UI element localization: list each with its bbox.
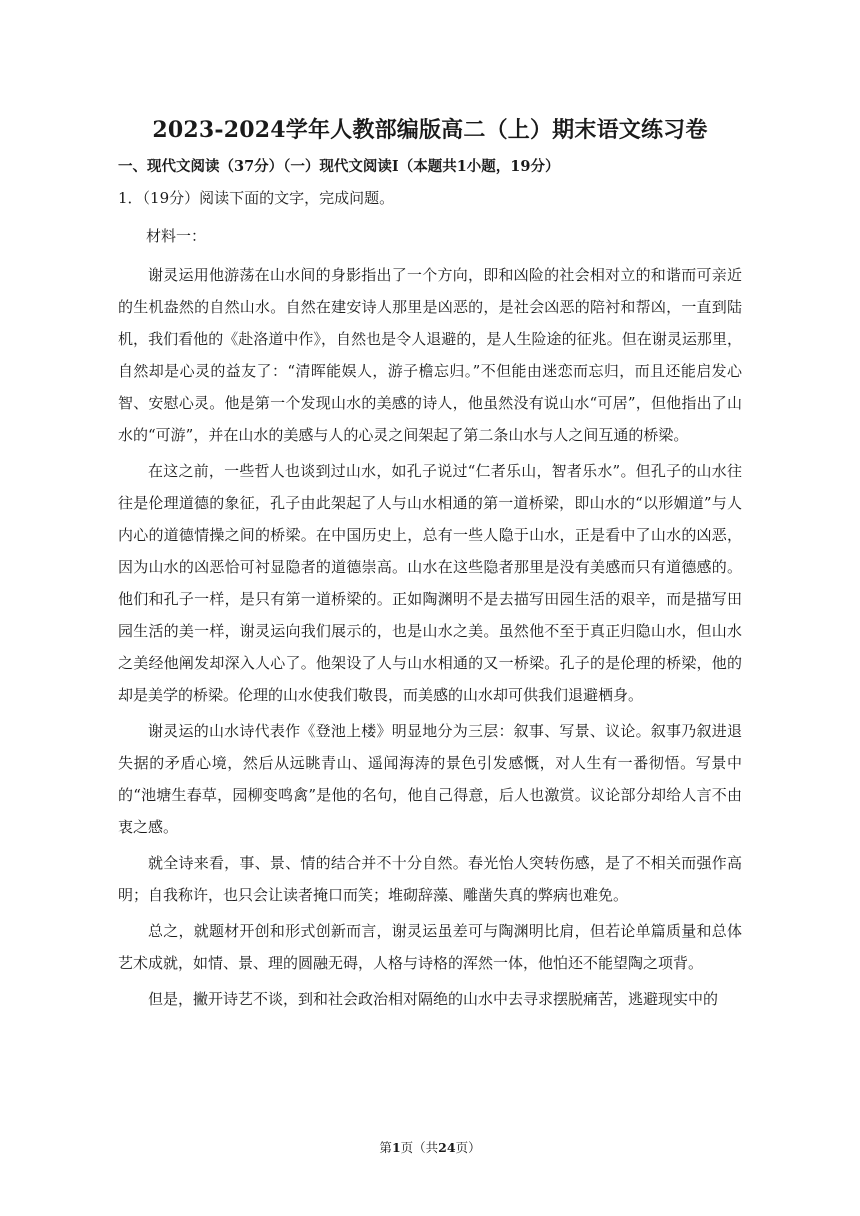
paragraph-6: 但是，撇开诗艺不谈，到和社会政治相对隔绝的山水中去寻求摆脱痛苦，逃避现实中的 bbox=[148, 990, 719, 1008]
total-pages: 24 bbox=[438, 1140, 456, 1155]
material-label: 材料一： bbox=[146, 227, 207, 245]
paragraph-1: 谢灵运用他游荡在山水间的身影指出了一个方向，即和凶险的社会相对立的和谐而可亲近的生机盎然的自然山水。自然在建安诗人那里是凶恶的，是社会凶恶的陪衬和帮凶，一直到陆机，我们看他的《赴洛道中作》，自然也是令人退避的，是人生险途的征兆。但在谢灵运那里，自然却是心灵的益友了：“清晖能娱人，游子檐忘归。”不但能由迷恋而忘归，而且还能启发心智、安慰心灵。他是第一个发现山水的美感的诗人，他虽然没有说山水“可居”，但他指出了山水的“可游”，并在山水的美感与人的心灵之间架起了第二条山水与人之间互通的桥梁。 bbox=[118, 266, 742, 444]
page-number: 1 bbox=[391, 1140, 401, 1155]
paragraph-2: 在这之前，一些哲人也谈到过山水，如孔子说过“仁者乐山，智者乐水”。但孔子的山水往往是伦理道德的象征，孔子由此架起了人与山水相通的第一道桥梁，即山水的“以形媚道”与人内心的道德情操之间的桥梁。在中国历史上，总有一些人隐于山水，正是看中了山水的凶恶，因为山水的凶恶恰可衬显隐者的道德崇高。山水在这些隐者那里是没有美感而只有道德感的。他们和孔子一样，是只有第一道桥梁的。正如陶渊明不是去描写田园生活的艰辛，而是描写田园生活的美一样，谢灵运向我们展示的，也是山水之美。虽然他不至于真正归隐山水，但山水之美经他阐发却深入人心了。他架设了人与山水相通的又一桥梁。孔子的是伦理的桥梁，他的却是美学的桥梁。伦理的山水使我们敬畏，而美感的山水却可供我们退避栖身。 bbox=[118, 462, 742, 704]
footer-middle: 页（共 bbox=[400, 1140, 439, 1155]
reading-passage bbox=[118, 259, 742, 1019]
question-intro: 1．（19分）阅读下面的文字，完成问题。 bbox=[118, 189, 395, 207]
section-heading: 一、现代文阅读（37分）（一）现代文阅读Ⅰ（本题共1小题，19分） bbox=[118, 158, 560, 175]
page-footer bbox=[0, 1138, 860, 1156]
footer-prefix: 第 bbox=[379, 1140, 392, 1155]
paragraph-3: 谢灵运的山水诗代表作《登池上楼》明显地分为三层：叙事、写景、议论。叙事乃叙进退失据的矛盾心境，然后从远眺青山、遥闻海涛的景色引发感慨，对人生有一番彻悟。写景中的“池塘生春草，园柳变鸣禽”是他的名句，他自己得意，后人也激赏。议论部分却给人言不由衷之感。 bbox=[118, 722, 742, 836]
paragraph-4: 就全诗来看，事、景、情的结合并不十分自然。春光怡人突转伤感，是了不相关而强作高明；自我称许，也只会让读者掩口而笑；堆砌辞藻、雕凿失真的弊病也难免。 bbox=[118, 854, 742, 904]
paragraph-5: 总之，就题材开创和形式创新而言，谢灵运虽差可与陶渊明比肩，但若论单篇质量和总体艺术成就，如情、景、理的圆融无碍，人格与诗格的浑然一体，他怕还不能望陶之项背。 bbox=[118, 922, 742, 972]
footer-suffix: 页） bbox=[455, 1140, 481, 1155]
document-title: 2023-2024学年人教部编版高二（上）期末语文练习卷 bbox=[152, 117, 708, 143]
